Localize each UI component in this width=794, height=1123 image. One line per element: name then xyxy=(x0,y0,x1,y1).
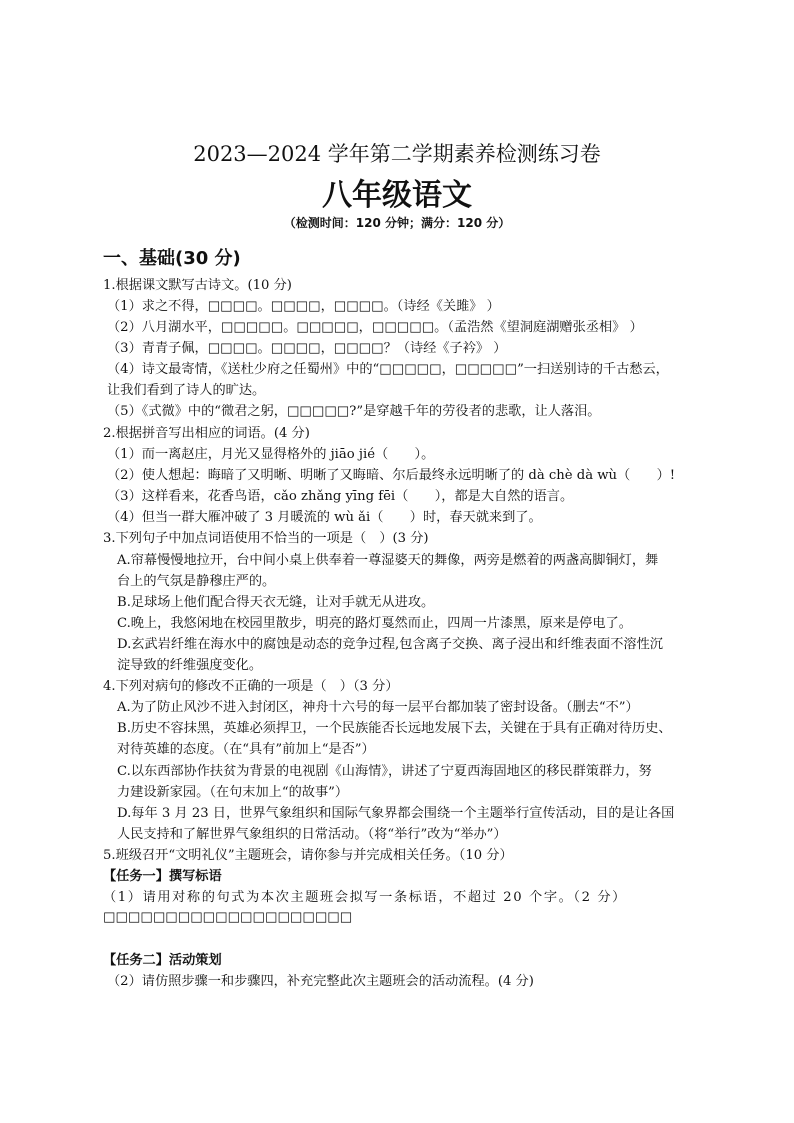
task-1-question: （1）请用对称的句式为本次主题班会拟写一条标语，不超过 20 个字。（2 分） xyxy=(103,890,627,905)
question-1-item: （4）诗文最寄情，《送杜少府之任蜀州》中的“□□□□□，□□□□□”一扫送别诗的千古愁云， xyxy=(107,362,669,377)
question-3-option: A.帘幕慢慢地拉开，台中间小桌上供奉着一尊湿婆天的舞像，两旁是燃着的两盏高脚铜灯，舞 xyxy=(117,553,659,568)
question-3-stem: 3.下列句子中加点词语使用不恰当的一项是（ ）(3 分) xyxy=(103,531,429,546)
question-2-stem: 2.根据拼音写出相应的词语。(4 分) xyxy=(103,426,310,441)
question-3-option: C.晚上，我悠闲地在校园里散步，明亮的路灯戛然而止，四周一片漆黑，原来是停电了。 xyxy=(117,616,632,631)
task-1-title: 【任务一】撰写标语 xyxy=(103,869,222,884)
question-3-option: B.足球场上他们配合得天衣无缝，让对手就无从进攻。 xyxy=(117,595,435,610)
question-1-item: 让我们看到了诗人的旷达。 xyxy=(107,383,266,398)
question-4-stem: 4.下列对病句的修改不正确的一项是（ ）（3 分） xyxy=(103,679,399,694)
question-1-item: （2）八月湖水平，□□□□□。□□□□□，□□□□□。（孟浩然《望洞庭湖赠张丞相》 ） xyxy=(107,320,643,335)
question-2-item: （4）但当一群大雁冲破了 3 月暖流的 wù ǎi（ ）时，春天就来到了。 xyxy=(107,510,542,525)
question-1-item: （1）求之不得，□□□□。□□□□，□□□□。（诗经《关雎》 ） xyxy=(107,299,500,314)
question-4-option: D.每年 3 月 23 日，世界气象组织和国际气象界都会围绕一个主题举行宣传活动，目的是让各国 xyxy=(117,806,675,821)
question-4-option: A.为了防止风沙不进入封闭区，神舟十六号的每一层平台都加装了密封设备。（删去“不”） xyxy=(117,700,639,715)
question-4-option: 对待英雄的态度。（在“具有”前加上“是否”） xyxy=(117,742,375,757)
task-2-title: 【任务二】活动策划 xyxy=(103,953,222,968)
task-2-question: （2）请仿照步骤一和步骤四，补充完整此次主题班会的活动流程。(4 分) xyxy=(107,974,534,989)
question-4-option: 人民支持和了解世界气象组织的日常活动。（将“举行”改为“举办”） xyxy=(117,827,507,842)
exam-subject-title: 八年级语文 xyxy=(322,178,472,213)
question-4-option: B.历史不容抹黑，英雄必须捍卫，一个民族能否长远地发展下去，关键在于具有正确对待历史、 xyxy=(117,721,672,736)
question-4-option: C.以东西部协作扶贫为背景的电视剧《山海情》，讲述了宁夏西海固地区的移民群策群力，努 xyxy=(117,764,652,779)
question-1-stem: 1.根据课文默写古诗文。(10 分) xyxy=(103,278,292,293)
question-3-option: D.玄武岩纤维在海水中的腐蚀是动态的竞争过程,包含离子交换、离子浸出和纤维表面不溶性沉 xyxy=(117,637,663,652)
question-4-option: 力建设新家园。（在句末加上“的故事”） xyxy=(117,785,349,800)
question-5-stem: 5.班级召开“文明礼仪”主题班会，请你参与并完成相关任务。（10 分） xyxy=(103,848,513,863)
exam-term-title: 2023—2024 学年第二学期素养检测练习卷 xyxy=(193,142,601,166)
question-2-item: （1）而一离赵庄，月光又显得格外的 jiāo jié（ ）。 xyxy=(107,447,435,462)
question-3-option: 台上的气氛是静穆庄严的。 xyxy=(117,574,276,589)
question-1-item: （5）《式微》中的“微君之躬，□□□□□?”是穿越千年的劳役者的悲歌，让人落泪。 xyxy=(107,404,601,419)
question-2-item: （2）使人想起：晦暗了又明晰、明晰了又晦暗、尔后最终永远明晰了的 dà chè dà wù（ ）! xyxy=(107,468,676,483)
task-1-answer-boxes: □□□□□□□□□□□□□□□□□□□□ xyxy=(103,910,353,925)
section-title: 一、基础(30 分) xyxy=(103,248,241,269)
question-1-item: （3）青青子佩，□□□□。□□□□，□□□□？（诗经《子衿》 ） xyxy=(107,341,507,356)
exam-meta: （检测时间：120 分钟；满分：120 分） xyxy=(283,216,511,230)
question-3-option: 淀导致的纤维强度变化。 xyxy=(117,658,263,673)
question-2-item: （3）这样看来，花香鸟语，cǎo zhǎng yīng fēi（ ），都是大自然的语言。 xyxy=(107,489,574,504)
